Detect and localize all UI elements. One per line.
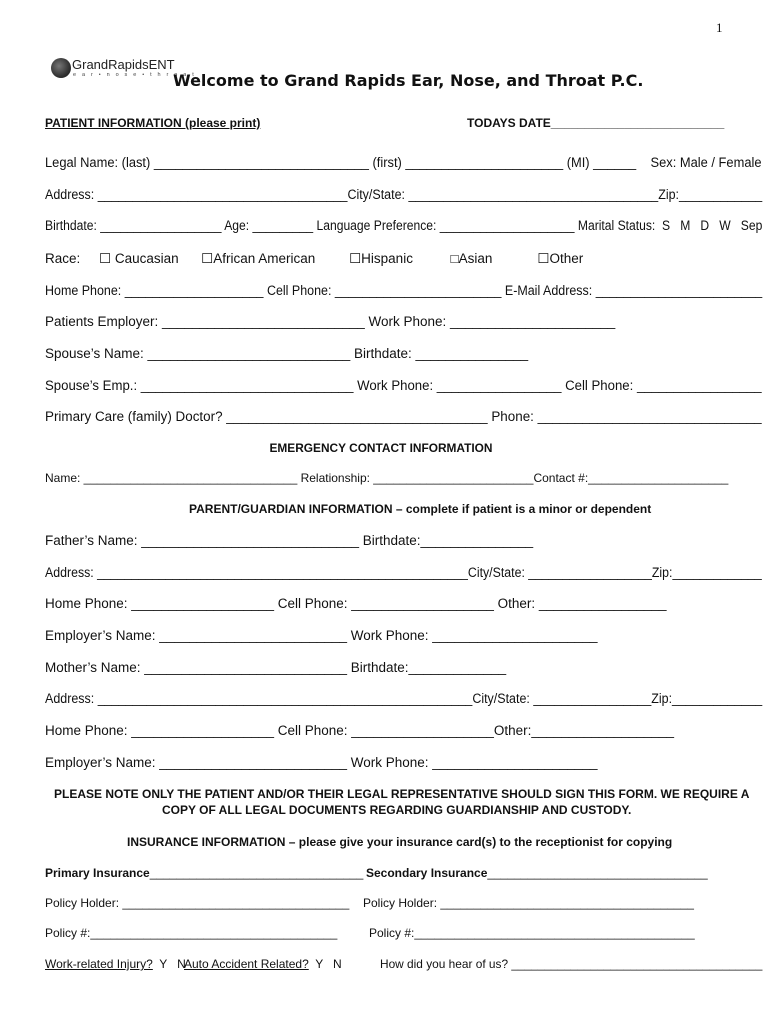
primary-insurance-field[interactable] <box>45 866 363 880</box>
logo-tagline: e a r • n o s e • t h r o a t <box>73 72 196 78</box>
mother-name-line[interactable]: Mother’s Name: ___________________________ Birthdate:_____________ <box>45 660 507 675</box>
work-injury-field[interactable] <box>45 957 186 971</box>
employer-line[interactable]: Patients Employer: ___________________________ Work Phone: ______________________ <box>45 314 616 329</box>
logo-name: GrandRapidsENT <box>72 57 175 72</box>
phone-line[interactable]: Home Phone: ____________________ Cell Phone: ________________________ E-Mail Address: ________________________ <box>45 283 763 298</box>
emergency-header: EMERGENCY CONTACT INFORMATION <box>269 441 493 455</box>
father-employer-line[interactable]: Employer’s Name: _________________________ Work Phone: ______________________ <box>45 628 598 643</box>
legal-name-line[interactable]: Legal Name: (last) ______________________________ (first) ______________________ (MI) ______ Sex: Male / Female <box>45 155 762 170</box>
logo-icon <box>51 58 71 78</box>
work-injury-options[interactable]: Y N <box>152 957 186 971</box>
referral-source-field[interactable]: How did you hear of us? ______________________________________ <box>380 957 763 971</box>
secondary-insurance-field[interactable] <box>366 866 708 880</box>
auto-accident-field[interactable] <box>184 957 342 971</box>
birthdate-line[interactable]: Birthdate: __________________ Age: _________ Language Preference: ____________________ Marital Status: S M D W Sep <box>45 218 763 233</box>
spouse-employer-line[interactable]: Spouse’s Emp.: _____________________________ Work Phone: _________________ Cell Phone: _________________ <box>45 378 762 393</box>
primary-care-line[interactable]: Primary Care (family) Doctor? ___________________________________ Phone: ______________________________ <box>45 409 762 424</box>
primary-insurance-blank[interactable]: ________________________________ <box>149 866 364 880</box>
guardian-header: PARENT/GUARDIAN INFORMATION – complete if patient is a minor or dependent <box>189 502 652 516</box>
work-injury-label: Work-related Injury? <box>45 957 153 971</box>
father-name-line[interactable]: Father’s Name: _____________________________ Birthdate:_______________ <box>45 533 534 548</box>
policy-number-secondary[interactable]: Policy #:__________________________________________ <box>369 926 695 940</box>
legal-note-line-1: PLEASE NOTE ONLY THE PATIENT AND/OR THEIR LEGAL REPRESENTATIVE SHOULD SIGN THIS FORM. WE REQUIRE A <box>54 787 750 801</box>
secondary-insurance-blank[interactable]: _________________________________ <box>487 866 708 880</box>
mother-address-line[interactable]: Address: ______________________________________________________City/State: _________________Zip:_____________ <box>45 691 763 706</box>
legal-note-line-2: COPY OF ALL LEGAL DOCUMENTS REGARDING GUARDIANSHIP AND CUSTODY. <box>162 803 632 817</box>
page-number: 1 <box>716 20 723 35</box>
race-line[interactable]: Race: ☐ Caucasian ☐African American ☐Hispanic □Asian ☐Other <box>45 251 584 266</box>
insurance-header: INSURANCE INFORMATION – please give your insurance card(s) to the receptionist for copying <box>127 835 673 849</box>
policy-holder-secondary[interactable]: Policy Holder: ______________________________________ <box>363 896 694 910</box>
father-address-line[interactable]: Address: ______________________________________________________City/State: __________________Zip:_____________ <box>45 565 762 580</box>
secondary-insurance-label: Secondary Insurance <box>366 866 488 880</box>
patient-info-header: PATIENT INFORMATION (please print) <box>45 116 261 130</box>
page-title: Welcome to Grand Rapids Ear, Nose, and Throat P.C. <box>173 71 644 90</box>
policy-number-primary[interactable]: Policy #:_____________________________________ <box>45 926 338 940</box>
auto-accident-label: Auto Accident Related? <box>184 957 309 971</box>
primary-insurance-label: Primary Insurance <box>45 866 150 880</box>
address-line[interactable]: Address: ____________________________________City/State: ____________________________________Zip:____________ <box>45 187 763 202</box>
emergency-contact-line[interactable]: Name: ________________________________ Relationship: ________________________Contact #:_____________________ <box>45 471 729 485</box>
auto-accident-options[interactable]: Y N <box>308 957 342 971</box>
mother-employer-line[interactable]: Employer’s Name: _________________________ Work Phone: ______________________ <box>45 755 598 770</box>
todays-date-field[interactable]: TODAYS DATE__________________________ <box>467 116 725 130</box>
spouse-name-line[interactable]: Spouse’s Name: ___________________________ Birthdate: _______________ <box>45 346 529 361</box>
policy-holder-primary[interactable]: Policy Holder: __________________________________ <box>45 896 350 910</box>
father-phone-line[interactable]: Home Phone: ___________________ Cell Phone: ___________________ Other: _________________ <box>45 596 667 611</box>
mother-phone-line[interactable]: Home Phone: ___________________ Cell Phone: ___________________Other:___________________ <box>45 723 675 738</box>
